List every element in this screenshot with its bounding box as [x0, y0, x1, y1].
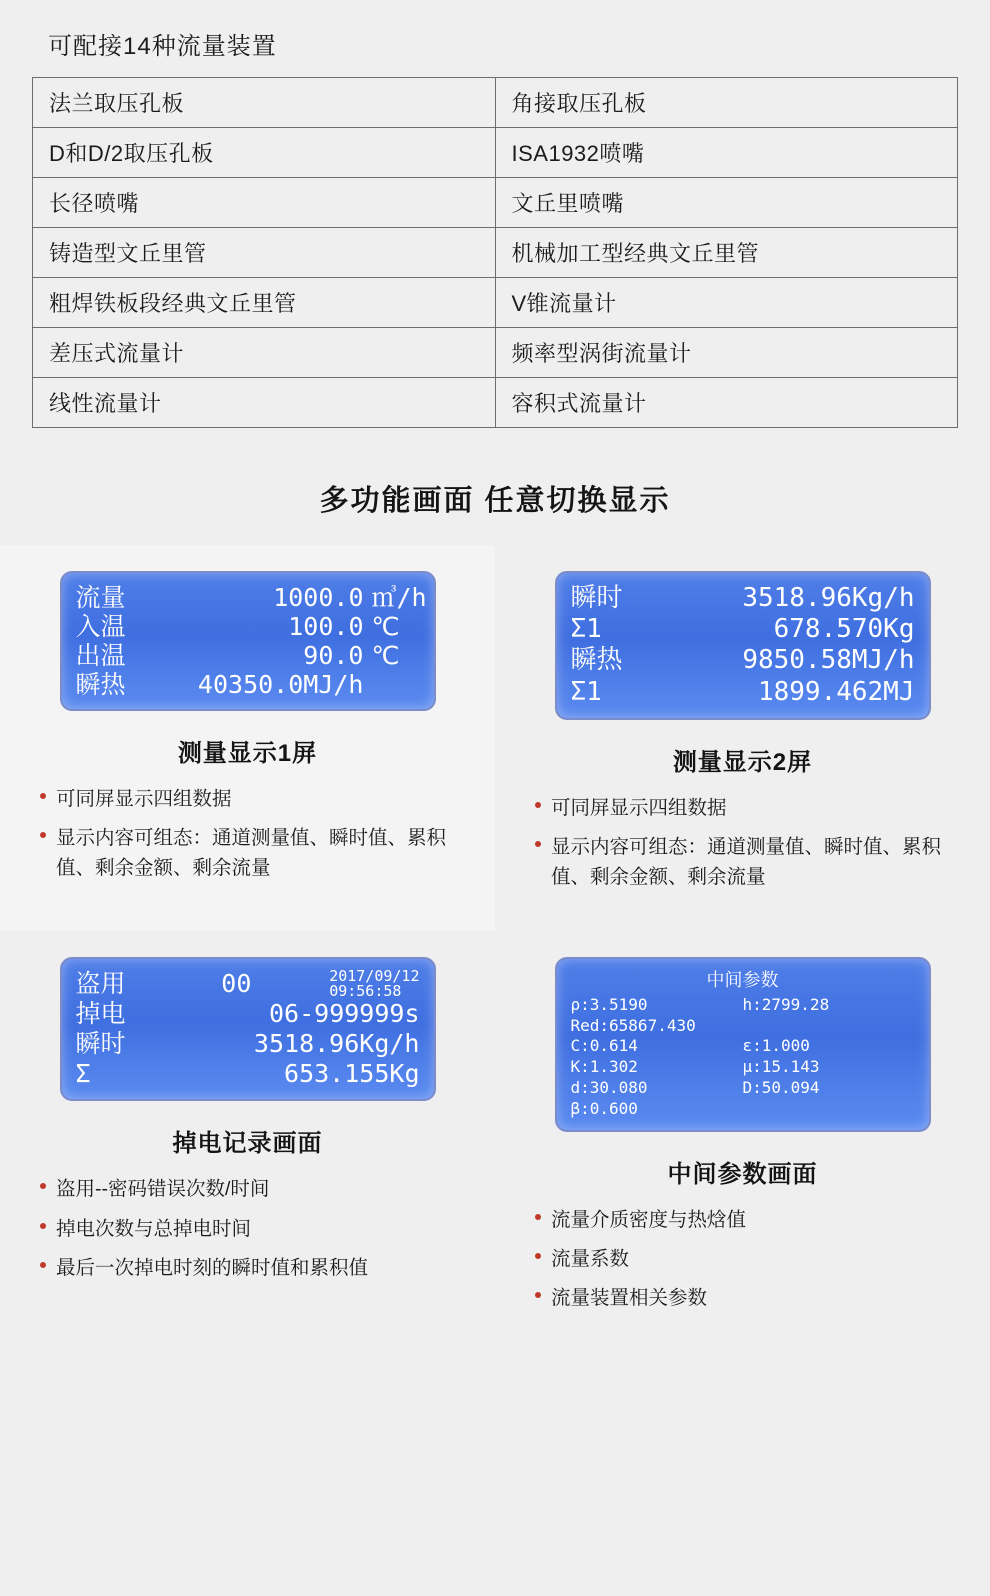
lcd-title: 中间参数: [706, 970, 779, 992]
lcd-row: [76, 641, 420, 670]
bullet-dot-icon: [535, 802, 541, 808]
lcd-row: [76, 969, 420, 999]
lcd-display-measure-1: [60, 571, 436, 711]
table-row: [33, 278, 958, 328]
lcd-param: Red:65867.430: [570, 1015, 696, 1035]
lcd-row: [76, 670, 420, 699]
table-cell: D和D/2取压孔板: [33, 128, 496, 178]
panel-bullet-list: [24, 784, 471, 884]
table-cell: 线性流量计: [33, 378, 496, 428]
lcd-row: [571, 1016, 915, 1037]
list-item: [533, 1283, 962, 1313]
list-item-label: 盗用--密码错误次数/时间: [56, 1178, 270, 1201]
lcd-display-measure-2: [555, 571, 931, 720]
list-item: [38, 1253, 467, 1283]
list-item: [38, 823, 467, 883]
lcd-value: 06-999999s: [268, 999, 420, 1029]
list-item-label: 流量装置相关参数: [551, 1287, 708, 1310]
lcd-value: 9850.58MJ/h: [742, 645, 915, 676]
lcd-timestamp-time: 09:56:58: [329, 982, 402, 1001]
bullet-dot-icon: [535, 1292, 541, 1298]
lcd-label: 盗用: [75, 969, 126, 999]
table-cell: 铸造型文丘里管: [33, 228, 496, 278]
list-item: [533, 1205, 962, 1235]
bullet-dot-icon: [535, 1214, 541, 1220]
lcd-param: h:2799.28: [742, 994, 830, 1014]
lcd-value: 40350.0MJ/h: [197, 670, 364, 699]
table-row: [33, 328, 958, 378]
lcd-row: [76, 1029, 420, 1059]
lcd-row: [571, 583, 915, 614]
lcd-param: K:1.302: [570, 1057, 638, 1077]
table-cell: 长径喷嘴: [33, 178, 496, 228]
lcd-display-intermediate-params: [555, 957, 931, 1131]
table-cell: 法兰取压孔板: [33, 78, 496, 128]
lcd-row: [76, 1059, 420, 1089]
lcd-param: d:30.080: [570, 1077, 648, 1097]
panel-caption: 测量显示2屏: [672, 748, 813, 776]
panel-caption: 中间参数画面: [667, 1160, 818, 1188]
lcd-row: [76, 999, 420, 1029]
table-cell: ISA1932喷嘴: [495, 128, 958, 178]
table-row: [33, 228, 958, 278]
list-item-label: 最后一次掉电时刻的瞬时值和累积值: [56, 1256, 369, 1279]
list-item-label: 流量介质密度与热焓值: [551, 1208, 747, 1231]
table-cell: 机械加工型经典文丘里管: [495, 228, 958, 278]
panel-caption: 掉电记录画面: [172, 1130, 323, 1158]
lcd-param: β:0.600: [570, 1098, 638, 1118]
list-item: [38, 1214, 467, 1244]
lcd-label: Σ1: [570, 614, 602, 645]
devices-table: [32, 77, 958, 428]
lcd-row: [75, 583, 427, 612]
lcd-label: 流量: [75, 583, 126, 612]
lcd-timestamp-date: 2017/09/12: [329, 967, 420, 986]
lcd-row: [571, 1099, 915, 1120]
table-cell: 文丘里喷嘴: [495, 178, 958, 228]
panel-caption: 测量显示1屏: [177, 740, 318, 767]
lcd-value: 3518.96Kg/h: [742, 583, 915, 613]
lcd-param: ε:1.000: [742, 1036, 810, 1056]
table-row: [33, 128, 958, 178]
screen-panel-power-log: [0, 931, 495, 1352]
bullet-dot-icon: [40, 1223, 46, 1229]
lcd-row: [571, 645, 915, 676]
lcd-label: Σ: [75, 1059, 91, 1089]
list-item: [533, 793, 962, 823]
lcd-param: D:50.094: [742, 1077, 820, 1097]
list-item: [533, 1244, 962, 1274]
table-cell: 差压式流量计: [33, 328, 496, 378]
lcd-value: 653.155Kg: [284, 1059, 420, 1089]
bullet-dot-icon: [535, 841, 541, 847]
lcd-param: [743, 1016, 915, 1037]
table-cell: 粗焊铁板段经典文丘里管: [33, 278, 496, 328]
lcd-param: [743, 1099, 915, 1120]
list-item-label: 流量系数: [551, 1247, 630, 1270]
lcd-row: [571, 995, 915, 1016]
table-cell: 角接取压孔板: [495, 78, 958, 128]
lcd-row: [571, 1057, 915, 1078]
lcd-param: μ:15.143: [742, 1057, 820, 1077]
lcd-row: [571, 1036, 915, 1057]
lcd-value: 1899.462MJ: [757, 676, 915, 707]
lcd-timestamp: [329, 969, 419, 999]
lcd-value: 678.570Kg: [773, 614, 915, 645]
devices-section: [0, 0, 990, 462]
screen-panel-measure-2: [495, 545, 990, 931]
lcd-unit: ㎥/h: [371, 583, 427, 612]
bullet-dot-icon: [535, 1253, 541, 1259]
lcd-row: [571, 1078, 915, 1099]
panel-bullet-list: [519, 1205, 966, 1314]
bullet-dot-icon: [40, 1183, 46, 1189]
bullet-dot-icon: [40, 793, 46, 799]
lcd-label: 入温: [75, 612, 126, 641]
panel-bullet-list: [519, 793, 966, 893]
panel-bullet-list: [24, 1174, 471, 1283]
lcd-label: 瞬热: [75, 670, 126, 699]
list-item-label: 可同屏显示四组数据: [56, 788, 232, 810]
lcd-label: Σ1: [570, 676, 602, 707]
lcd-label: 掉电: [75, 999, 126, 1029]
list-item-label: 掉电次数与总掉电时间: [56, 1217, 252, 1240]
lcd-unit: ℃: [371, 641, 400, 670]
lcd-value: 3518.96Kg/h: [253, 1029, 420, 1059]
lcd-param: C:0.614: [570, 1036, 638, 1056]
lcd-row: [571, 677, 915, 708]
table-cell: 频率型涡街流量计: [495, 328, 958, 378]
table-row: [33, 378, 958, 428]
lcd-label: 瞬热: [570, 645, 623, 676]
bullet-dot-icon: [40, 1262, 46, 1268]
table-cell: 容积式流量计: [495, 378, 958, 428]
lcd-value: 100.0: [288, 612, 364, 641]
lcd-display-power-log: [60, 957, 436, 1101]
lcd-value: 90.0: [303, 641, 364, 670]
table-row: [33, 78, 958, 128]
bullet-dot-icon: [40, 832, 46, 838]
screens-section-title: 多功能画面 任意切换显示: [0, 462, 990, 545]
table-row: [33, 178, 958, 228]
list-item-label: 显示内容可组态：通道测量值、瞬时值、累积值、剩余金额、剩余流量: [56, 827, 447, 880]
lcd-row: [76, 612, 420, 641]
list-item: [38, 1174, 467, 1204]
lcd-value: 00: [221, 969, 252, 999]
devices-heading: 可配接14种流量装置: [48, 33, 277, 60]
lcd-param: ρ:3.5190: [570, 994, 648, 1014]
lcd-row: [571, 614, 915, 645]
lcd-value: 1000.0: [273, 583, 364, 612]
list-item-label: 可同屏显示四组数据: [551, 796, 727, 819]
lcd-label: 瞬时: [570, 583, 623, 613]
list-item: [38, 784, 467, 814]
screen-panel-measure-1: [0, 545, 495, 931]
screen-panel-intermediate-params: [495, 931, 990, 1352]
lcd-unit: ℃: [371, 612, 400, 641]
list-item: [533, 832, 962, 892]
screens-grid: [0, 545, 990, 1352]
list-item-label: 显示内容可组态：通道测量值、瞬时值、累积值、剩余金额、剩余流量: [551, 835, 942, 889]
lcd-label: 瞬时: [75, 1029, 126, 1059]
table-cell: V锥流量计: [495, 278, 958, 328]
lcd-label: 出温: [75, 641, 126, 670]
